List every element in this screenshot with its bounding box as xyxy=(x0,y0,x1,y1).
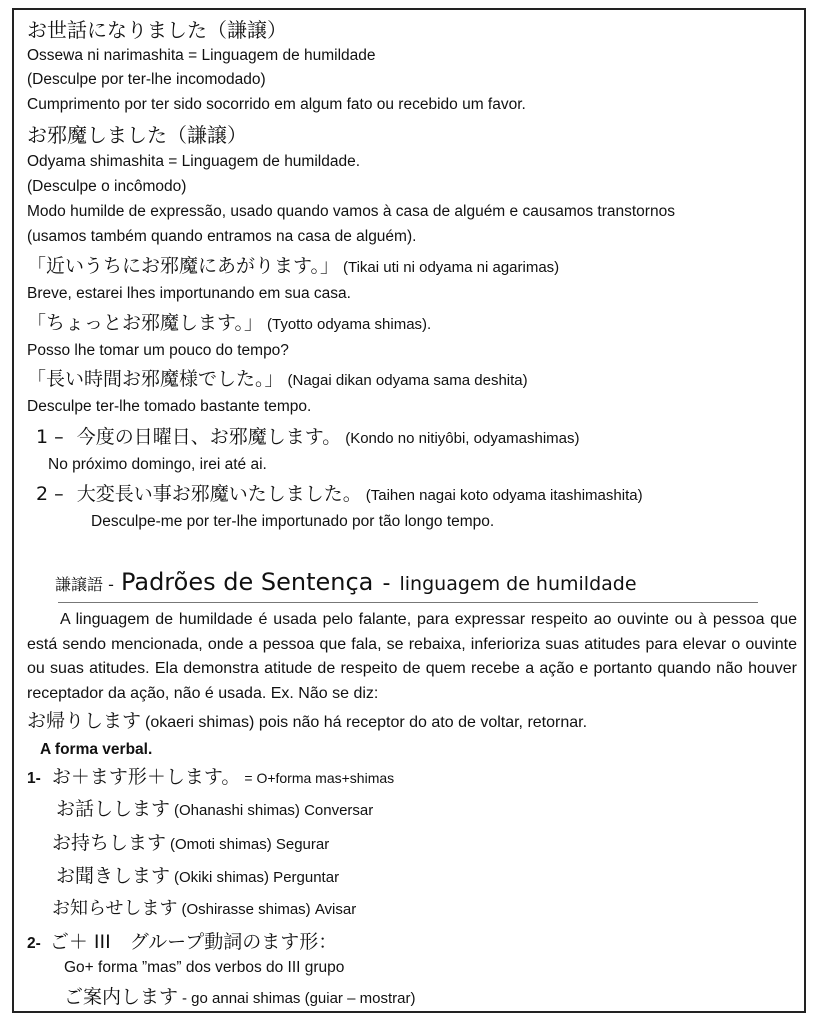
verb-example xyxy=(56,867,339,886)
verb-example xyxy=(52,834,329,853)
item-formula-jp: お＋ます形＋します。 xyxy=(51,766,241,788)
odyama-explanation: Modo humilde de expressão, usado quando vamos à casa de alguém e causamos transtornos xyxy=(27,203,675,220)
section-jp: 謙譲語 - xyxy=(55,575,114,594)
example-row xyxy=(36,428,580,447)
item-number: 2- xyxy=(27,935,41,952)
phrase-romaji: (Tyotto odyama shimas). xyxy=(266,316,432,333)
phrase-romaji: (Nagai dikan odyama sama deshita) xyxy=(287,372,528,389)
example-jp: 大変長い事お邪魔いたしました。 xyxy=(76,483,362,505)
section-title: Padrões de Sentença xyxy=(120,568,374,596)
paragraph-last-line xyxy=(27,712,587,731)
phrase-row xyxy=(27,257,559,276)
example-okaeri-rest: (okaeri shimas) pois não há receptor do ato de voltar, retornar. xyxy=(145,714,588,731)
verb-jp: お持ちします xyxy=(52,832,167,854)
heading-odyama: お邪魔しました（謙譲） xyxy=(27,123,247,147)
verb-romaji: - go annai shimas (guiar – mostrar) xyxy=(182,990,416,1007)
verbal-heading: A forma verbal. xyxy=(40,741,153,758)
verb-romaji: (Okiki shimas) Perguntar xyxy=(174,869,340,886)
section-dash: - xyxy=(382,571,391,596)
odyama-translation: (Desculpe o incômodo) xyxy=(27,178,187,195)
phrase-row xyxy=(27,314,431,333)
verb-romaji: (Oshirasse shimas) Avisar xyxy=(181,901,357,918)
verb-romaji: (Ohanashi shimas) Conversar xyxy=(174,802,374,819)
phrase-meaning: Desculpe ter-lhe tomado bastante tempo. xyxy=(27,398,312,415)
verb-example xyxy=(56,800,373,819)
phrase-jp: 「ちょっとお邪魔します。」 xyxy=(27,312,263,334)
example-romaji: (Kondo no nitiyôbi, odyamashimas) xyxy=(345,430,580,447)
phrase-meaning: Posso lhe tomar um pouco do tempo? xyxy=(27,342,289,359)
example-row xyxy=(36,485,643,504)
example-number: 2 – xyxy=(36,483,64,505)
item-formula-jp: ご＋ III グループ動詞のます形： xyxy=(49,931,338,953)
example-meaning: No próximo domingo, irei até ai. xyxy=(48,456,267,473)
item-number: 1- xyxy=(27,770,41,787)
odyama-explanation-2: (usamos também quando entramos na casa de alguém). xyxy=(27,228,417,245)
example-number: 1 – xyxy=(36,426,64,448)
phrase-row xyxy=(27,370,528,389)
osewa-explanation: Cumprimento por ter sido socorrido em algum fato ou recebido um favor. xyxy=(27,96,526,113)
verb-example xyxy=(52,900,356,918)
example-romaji: (Taihen nagai koto odyama itashimashita) xyxy=(365,487,643,504)
phrase-romaji: (Tikai uti ni odyama ni agarimas) xyxy=(342,259,560,276)
verb-example xyxy=(64,988,415,1007)
phrase-jp: 「長い時間お邪魔様でした。」 xyxy=(27,368,284,390)
verb-jp: お聞きします xyxy=(56,865,171,887)
verbal-item-2 xyxy=(27,933,337,952)
odyama-romaji: Odyama shimashita = Linguagem de humildade. xyxy=(27,153,361,170)
heading-osewa: お世話になりました（謙譲） xyxy=(27,18,287,42)
verb-jp: ご案内します xyxy=(64,986,179,1008)
osewa-translation: (Desculpe por ter-lhe incomodado) xyxy=(27,71,266,88)
osewa-romaji: Ossewa ni narimashita = Linguagem de humildade xyxy=(27,47,376,64)
verb-romaji: (Omoti shimas) Segurar xyxy=(170,836,330,853)
section-divider xyxy=(58,602,758,603)
section-subtitle: linguagem de humildade xyxy=(399,573,637,595)
example-okaeri-jp: お帰りします xyxy=(27,710,142,732)
verb-jp: お話しします xyxy=(56,798,171,820)
item2-description: Go+ forma ”mas” dos verbos do III grupo xyxy=(64,959,345,976)
verbal-item-1 xyxy=(27,768,394,787)
section-heading xyxy=(55,570,637,595)
item-formula-rest: = O+forma mas+shimas xyxy=(244,770,395,786)
phrase-jp: 「近いうちにお邪魔にあがります。」 xyxy=(27,255,339,277)
paragraph-text: A linguagem de humildade é usada pelo falante, para expressar respeito ao ouvinte ou à pessoa que está sendo mencionada, onde a pessoa que fala, se rebaixa, inferioriza suas atitudes para elevar o ouvinte ou suas atitudes. Ela demonstra atitude de respeito de quem recebe a ação e portanto quando não houver receptador da ação, não é usada. Ex. Não se diz: xyxy=(27,611,797,702)
explanation-paragraph xyxy=(27,608,797,706)
example-meaning: Desculpe-me por ter-lhe importunado por tão longo tempo. xyxy=(91,513,495,530)
phrase-meaning: Breve, estarei lhes importunando em sua casa. xyxy=(27,285,351,302)
example-jp: 今度の日曜日、お邪魔します。 xyxy=(76,426,342,448)
verb-jp: お知らせします xyxy=(52,898,178,919)
